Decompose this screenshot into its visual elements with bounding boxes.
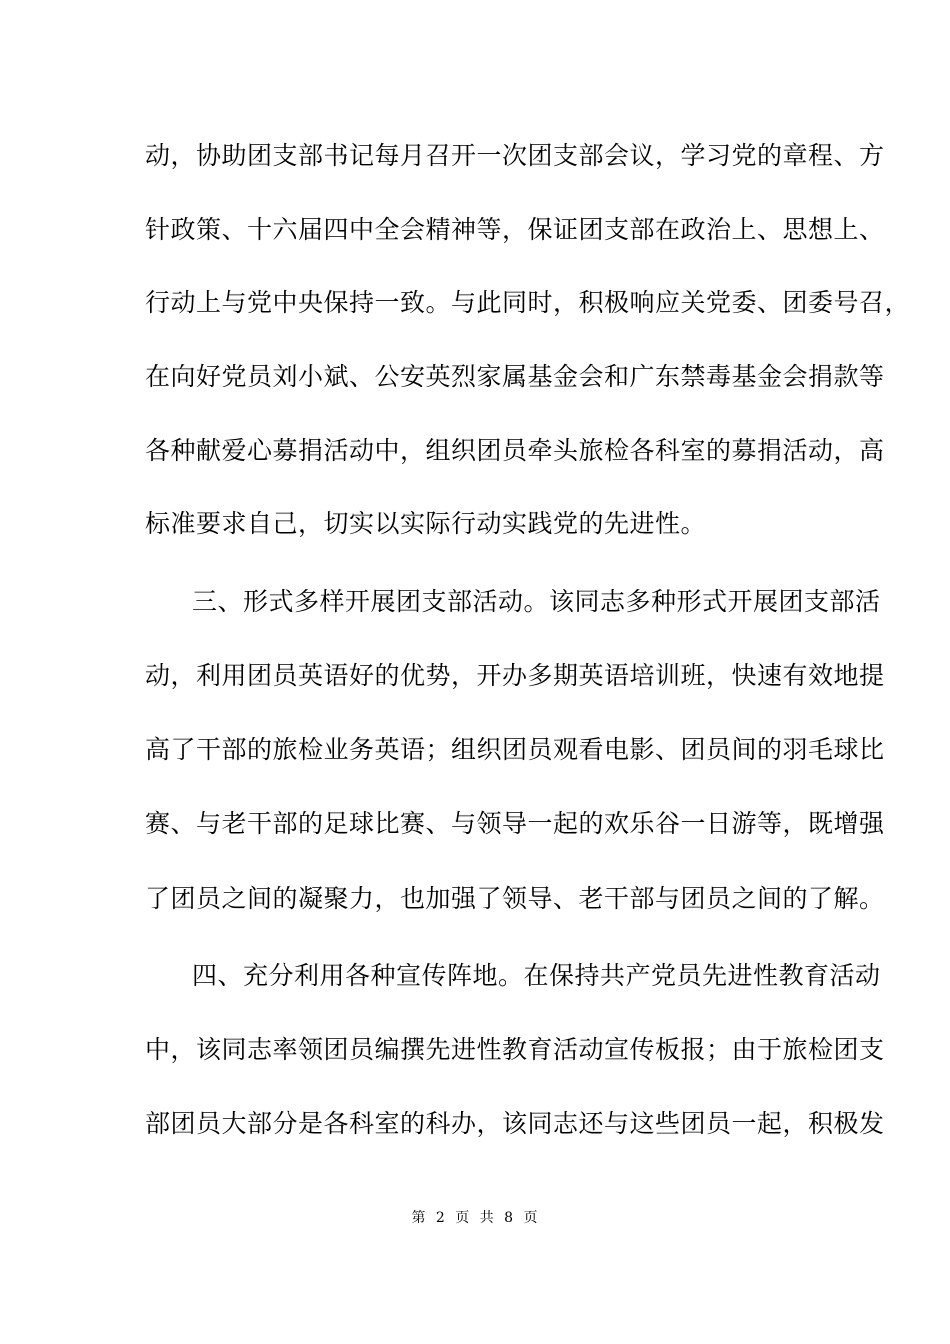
paragraph-2-line-3: 高了干部的旅检业务英语；组织团员观看电影、团员间的羽毛球比	[145, 735, 885, 764]
paragraph-2-line-5: 了团员之间的凝聚力，也加强了领导、老干部与团员之间的了解。	[145, 884, 885, 913]
paragraph-3-line-2: 中，该同志率领团员编撰先进性教育活动宣传板报；由于旅检团支	[145, 1035, 885, 1064]
paragraph-2-line-4: 赛、与老干部的足球比赛、与领导一起的欢乐谷一日游等，既增强	[145, 809, 885, 838]
footer-page-word: 页	[455, 1210, 471, 1226]
paragraph-1-line-1: 动，协助团支部书记每月召开一次团支部会议，学习党的章程、方	[145, 141, 885, 170]
paragraph-1-line-4: 在向好党员刘小斌、公安英烈家属基金会和广东禁毒基金会捐款等	[145, 362, 885, 391]
paragraph-1-line-3: 行动上与党中央保持一致。与此同时，积极响应关党委、团委号召，	[145, 288, 911, 317]
paragraph-3-line-3: 部团员大部分是各科室的科办，该同志还与这些团员一起，积极发	[145, 1109, 885, 1138]
page-number-footer	[0, 1208, 950, 1228]
paragraph-2-line-1: 三、形式多样开展团支部活动。该同志多种形式开展团支部活	[192, 587, 881, 616]
paragraph-1-line-6: 标准要求自己，切实以实际行动实践党的先进性。	[145, 509, 707, 538]
paragraph-1-line-5: 各种献爱心募捐活动中，组织团员牵头旅检各科室的募捐活动，高	[145, 436, 885, 465]
footer-prefix: 第	[411, 1210, 427, 1226]
footer-current-page: 2	[435, 1210, 446, 1226]
paragraph-1-line-2: 针政策、十六届四中全会精神等，保证团支部在政治上、思想上、	[145, 215, 885, 244]
footer-total-prefix: 共	[479, 1210, 495, 1226]
paragraph-2-line-2: 动，利用团员英语好的优势，开办多期英语培训班，快速有效地提	[145, 661, 885, 690]
footer-total-pages: 8	[504, 1210, 515, 1226]
paragraph-3-line-1: 四、充分利用各种宣传阵地。在保持共产党员先进性教育活动	[192, 961, 881, 990]
footer-suffix: 页	[523, 1210, 539, 1226]
